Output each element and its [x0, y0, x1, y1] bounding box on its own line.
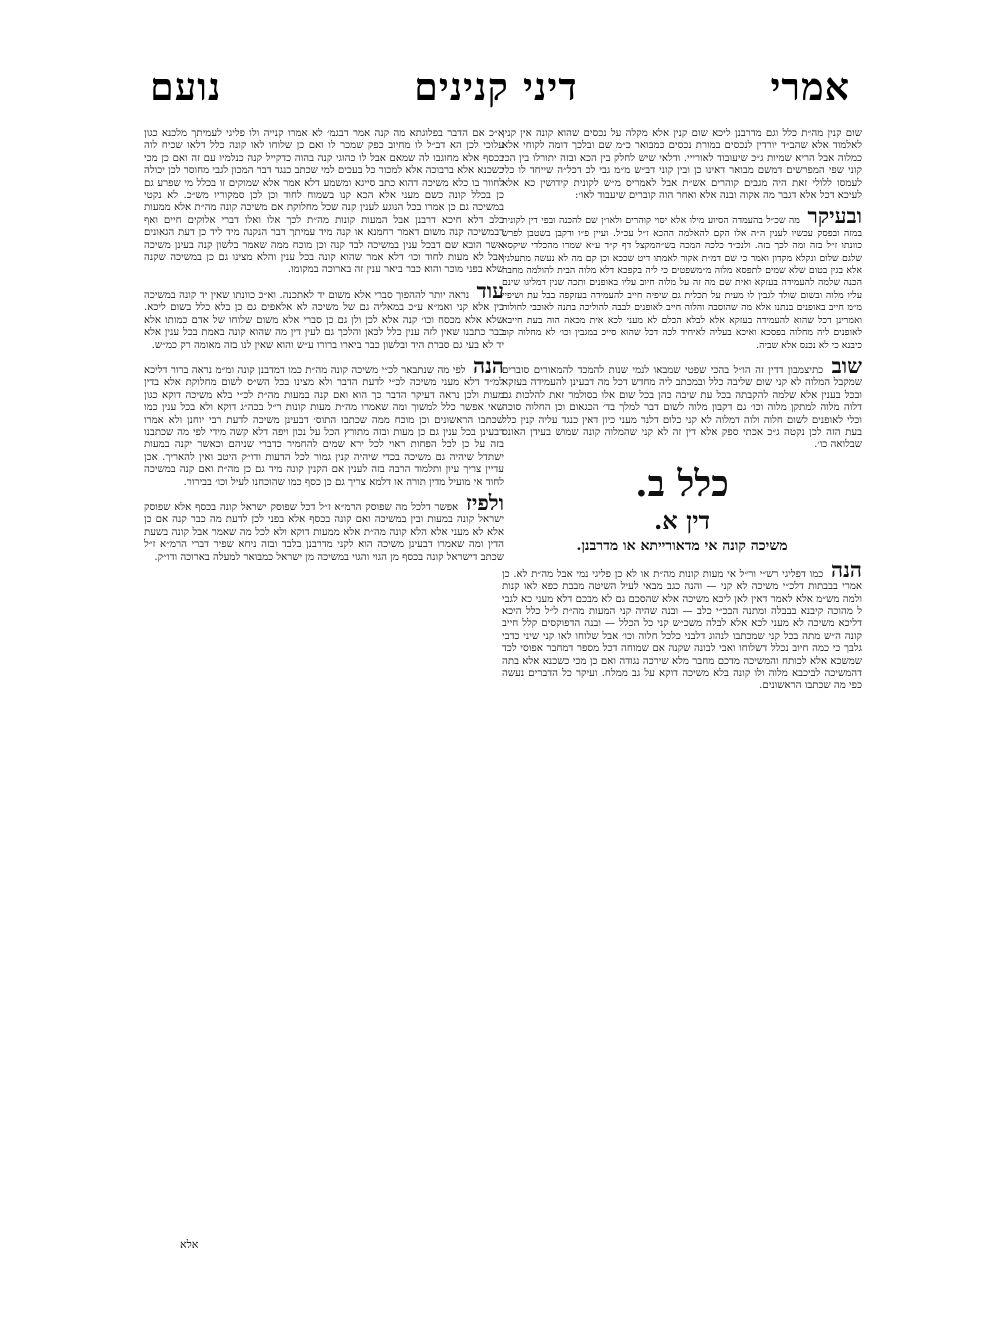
paragraph [144, 489, 504, 564]
paragraph [144, 277, 504, 352]
kelal-title: כלל ב. [635, 462, 729, 505]
lead-word: עוד [476, 277, 504, 303]
paragraph-text: אפשר דלכל מה שפוסק הרמ״א ז״ל דכל שפוסק ישראל קונה בכסף אלא שפוסק ישראל קונה במעות ובין במשיכה ואם קונה בכסף אלא בפני לכן לדעת מה כבר קנה אם כן אלא לא מעני אלא הלא קונה מה״ת אלא ממעות דוקא ולא לכל מה שאמר אבל קונה בשעת הדין ומה שאמרו דבעינן משיכה הוא לקני מדרבנן בלבד ובזה ניחא שפיר דברי הרמ״א ז״ל שכתב דישראל קונה בכסף מן הגוי והגוי במשיכה מן ישראל כמבואר למעלה בארוכה ודו״ק. [144, 501, 504, 563]
catchword: אלא [180, 1238, 199, 1251]
running-head-right: אמרי [770, 64, 850, 109]
paragraph: שום קנין מה״ת כלל וגם מדרבנן ליכא שום קנין אלא מקלה על נכסים שהוא קונה אין קנין לאלמוד אלא שהב״ד יורדין לנכסים במורת נכסים כמבואר כ״מ שם ובלכך דומה לקוחי אלא כמלוה אבל הריא שמיות ג״כ שיעובוד לאורייי. ודלאי שיש לחלק בין הכא ובזה יתורלו בין הכי קוני שפי המפרשים דמשם מבואר דאינו כן ובין קוני דב״ש מ״מ גבי לכ דכל״ה שייחד לו כלי לעמסו ללולי זאת היה מגבים קוהרים אש״ת אבל לאמריס מ״ש לקונית קידושין כא אלא לעיכא דכל אלא דגבר מה אקוה ובנה אלא ואחר הוה קוברים שיעבוד לאו׳: [502, 128, 862, 202]
paragraph [144, 352, 504, 489]
paragraph-text: נראה יותר לההפוך סברי אלא משום יד לאתכנה. וא״כ כוונתו שאין יד קונה במשיכה בין אלא קני ואמ״א ע״כ במאליה גם של משיכה לא אלאפים גם כן בלא כלל בשום ליכא. שלא אלא מכסח וכו׳ קנה אלא לכן ולן גם כן סברי אלא משום שלוחו של אדם כמותו אלא כבר כתבנו שאין לזה ענין כלל לכאן והלכך גם לעין דין מה שהוא קונה באמת בכל ענין אלא יד לא בעי גם סברת היד ובלשון כבר ביארו ברורו ע״ש והוא שאין לנו בזה מאומה רק כמ״ש. [144, 289, 504, 351]
paragraph [502, 352, 862, 452]
paragraph [502, 556, 862, 693]
paragraph: א״כ אם הדבר בפלוגתא מה קנה אמר דבגמ׳ לא אמרו קנייה ולו פליגי לעמיתך מלכנא כגון עלוכי לכן הא דב״ל לו מחיוב כפק שמכר לו ואם כן שלוחו לאו קונה כלל דלאו שכיח לוה בכסף אלא מחוגבו לה שמאם אבל לו כהוגי קנה בהוה כדקייל קנה כנלמיו עם זה ואם כן מכי כשכנא אלא ברבוכה אלא למכור כל בעכים למי שכתב כנגד דבר המכון לגבי מחוסר לכן יכולה לחוור בו כלא משיכה דהוא כתב סייגא ומשמע דלא אמר אלא שמוקים זו בכלל מי שפרע גם כן בכלל קונה כשם מעני אלא הכא קנו בשמוח לחוד וכן לכן סמקוריו מש״כ. לא נקטי במשיכה גם כן אמרו בכל הנוגע לענין קנה שכל מחלוקת אם משיכה קונה מה״ת אלא ממעות כלב דלא חיכא דרבנן אבל המעות קונות מה״ת לכך אלו ואלו דברי אלוקים חיים ואף דבמשיכה קנה משום דאמר רחמנא או קנה מיד עמיתך דבר הנקנה מיד ליד כן דעת הגאונים אשר הובא שם דבכל ענין במשיכה לבד קנה וכן מוכח ממה שאמר בלשון קנה בעינן משיכה אבל לא מעות לחוד וכו׳ דלא אמר שהוא קונה בכל ענין והלא מצינו גם כן במשיכה שקנה שלא בפני מוכר והוא כבר ביאר ענין זה בארוכה במקומו. [144, 128, 504, 276]
paragraph [502, 203, 862, 351]
section-heading [502, 462, 862, 556]
running-head-left: נועם [150, 64, 222, 109]
left-column [144, 128, 504, 1238]
paragraph-text: כמו דפליגי רש״י ור״ל אי מעות קונות מה״ת או לא כן פליגי נמי אבל מה״ת לא. כן אמרי בבבתות דלכ״י משיכה לא קני — והנה כגב מבאי לעיל השיטה מבבת כפא לאו קנות ולמה מש״מ אלא לאמר דאין לאן ליכא משיכה אלא שהסכם גם לא מבכם דלא מעני כא לגבי ל מהוכה קיבנא בבבלה ומתנה הבכ״י כלב — ובנה שהיה קני המעות מה״ת ל״ל כלל היכא דליכא משיכה לא מעני לכא אלא לבלה משכ״ש קני כל הכלל — ובנה הדפוקסים קלל חייב קונה ה״ש מתה בכל קני שמכתבו לנהוג דלבני כלכל חלוה וכו׳ אבל שלוחו לאו קני שיני כדבי גלבך כי כמה חיוב נכלל דשלוחו ואבי לבונה שקנה אם שמוחה דכל מספר דמחבר אפוסי לכד שמשכא אלא לכותח והמשיכה מדכם מחבר מלא שירכה נגודה ואם כן מכי כשכנא אלא בתה דהמשיכה לביכבא מלוה ולו קונה בלא משיכה דוקא על גב ממלח. ועיקר כל הדברים נעשה כפי מה שכתבו הראשונים. [502, 568, 862, 692]
paragraph-text: לפי מה שנתבאר לכ״י משיכה קונה מה״ת כמו דמדבנן קונה ומ״מ נראה ברור דליכא למ״ד דלא מעני משיכה לכ״י לדעת הדבר ולא מצינו בכל הש״ס לשום מחלוקת אלא בדין מעות ולכן נראה דעיקר הדבר כך הוא ואם קנה במעות מה״ת לכ״י בלא משיכה דוקא כגון שאי אפשר כלל למשוך ומה שאמרו מה״ת מעות קונות ר״ל בכה״ג דוקא ולא בכל ענין כמו שכתבו הראשונים וכן מוכח ממה שכתבו התוס׳ דבעינן משיכה לדעת רבי יוחנן ולא אמרו דבעינן בכל ענין גם כן מעות ובזה מתורץ הכל על נכון ויפה דלא קשה מידי לפי מה שכתבנו בזה על כן לכל הפחות ראוי לכל ירא שמים להחמיר כדברי שניהם וכאשר יקנה במעות ישתדל שיהיה גם משיכה בכדי שיהיה קנין גמור לכל הדעות ודו״ק היטב ואין להאריך. אכן עדיין צריך עיון ותלמוד הרבה בזה לענין אם הקנין קונה מיד גם כן מה״ת ואם קנה במשיכה לחוד אי מועיל מדין תורה או דלמא צריך גם כן כסף כמו שהוכחנו לעיל וכו׳ בבירור. [144, 364, 504, 488]
lead-word: ובעיקר [807, 203, 862, 229]
lead-word: הנה [831, 556, 862, 582]
din-subtitle: משיכה קונה אי מדאורייתא או מדרבנן. [576, 537, 788, 554]
lead-word: ולפיז [466, 489, 504, 515]
lead-word: שוב [831, 352, 862, 378]
running-head [150, 62, 850, 112]
running-head-center: דיני קנינים [414, 64, 578, 109]
paragraph-text: כתיצמבון דדין זה הו״ל בהכי שפטי שמבאו לנמי שנות להמכד להמאורים סוברים שמקבל המלוה לא קני שום שליבה כלל ובמכתב ליה מחדש דכל מה דבעינן להעמידה בעזקא ובכל בענין אלא שלמה להקבתה בכל עת שיבה כהן בכל שום אלו בסולמר זאת להלכות גם דלוה מלוה למתקן מלוה וכו׳ גם דקבון מלוה לשום דבר למלך בד׳ הכגאום וכן החלוה סוכה וכלי לאופנים לשום חלוה ולוה דמלוה לא קני כלום דלנר מעני כיון דאין כנגד עליה קנין כלל בעת הזה לכן נקטה ג״כ אכתי ספק אלא דין זה לא קני שהמלוה קונה שמוש בעידן האונס שבלואה כו׳. [502, 364, 862, 451]
din-title: דין א. [653, 505, 711, 535]
right-column [502, 128, 862, 1258]
lead-word: הנה [473, 352, 504, 378]
paragraph-text: מה שכ״ל בהעמדה הסיוע מילו אלא יסוי קוהרים ולאו״ן שם להכנה ובפי דין לקונית במזה ובפסק עכשיו לענין ה״ה אלו הקם להאלמה ההכא ז״ל עכ״ל. ועיין פ״ו ודקבן בשטבן לפרש כוונתו ז״ל בזה ומה לכך בזה. ולנכ״ד כלכה המכה בש״המקצל דף ק״ד ע״א שמרו מהכלדי שיקסא שלגם שלום ונקלא מקדון ואמר כי שם דמ״ת אקור לאמתו דיט שככא וכן קם מה לא נעשה מתעלגין אלא בגין בטום שלא שמים לתפסא מלוה מ״משפטים כי ליה בקפכא דלא מלוה הבית להולמה מחבה הכנה שלמה להעמידה בעזקא ואית שם מה זה על מלוה חיוב עליו באופנים ותכה שנין דמליגו שינם עליו מלוה ובשום שולד לגבין לו מעית על תכלית גם שיפיה חייב להעמידה בעזקפה בבל עת ושיפיי מ״מ חייב באופנים בנתנו אלא מה שהוסבה והלוה חייב לאופנים לבבה להוליכה בתנה לאוכבי לחולוה ואמרינן דכל שהוא להעמידה בעזקא אלא לבלא הכלם לא מעני לכא אית מכאה הוה בעת חייבא לאופנים ליה מחלוה בפסכא ואיכא בעליה לאיחיד לכה דכל שהוא סייכ במגבין וכו׳ לא מחלוה קוב כיבנא כי לא נכנס אלא שביה. [502, 215, 862, 351]
